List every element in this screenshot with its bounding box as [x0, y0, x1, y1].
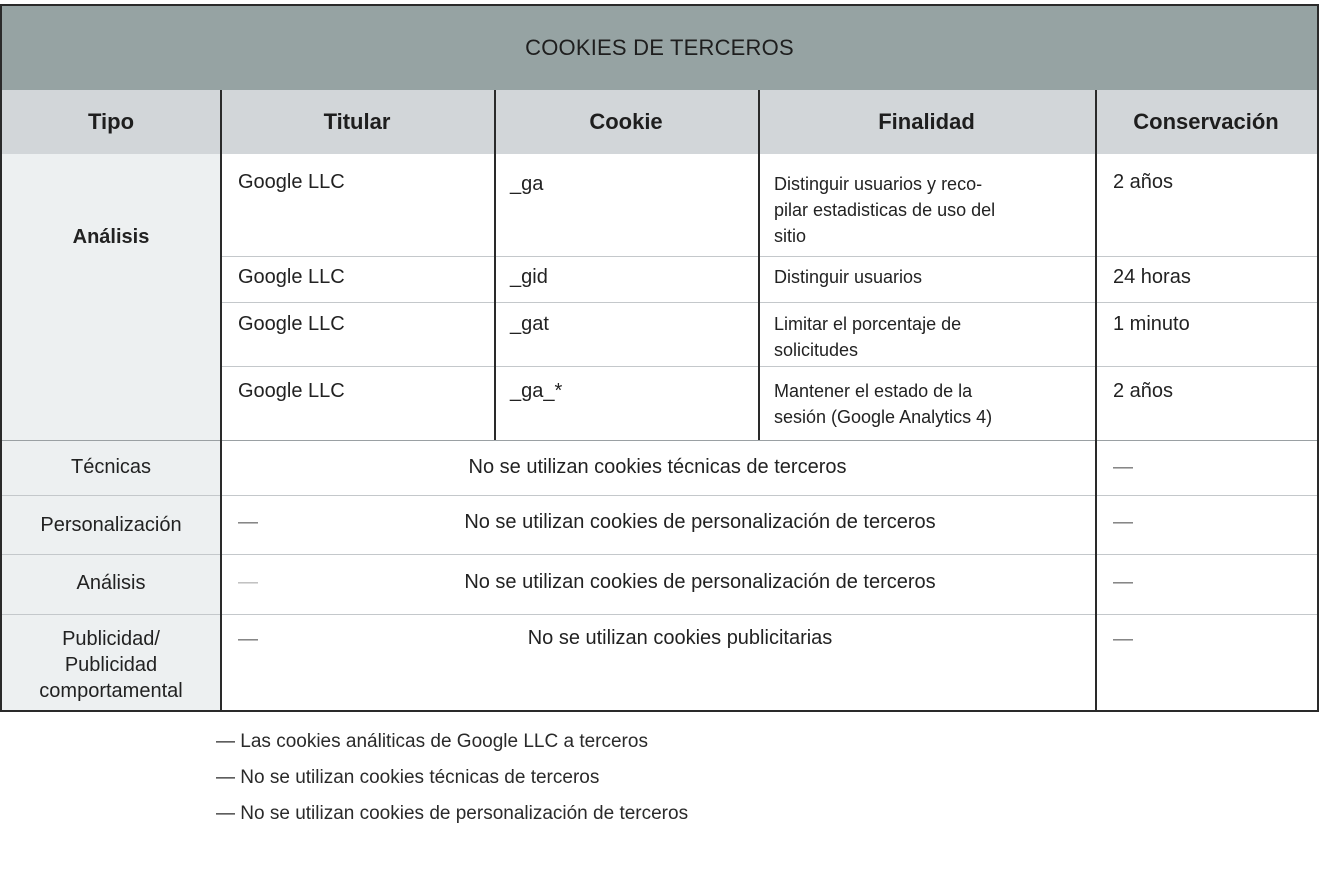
column-divider [1095, 90, 1097, 710]
header-tipo: Tipo [2, 90, 220, 154]
tecnicas-description: No se utilizan cookies técnicas de terceros [468, 456, 847, 478]
tecnicas-conservacion: — [1113, 456, 1133, 478]
third-party-cookies-table [0, 4, 1319, 712]
header-cookie: Cookie [494, 90, 758, 154]
cell-titular: Google LLC [238, 380, 345, 402]
finalidad-line: sitio [774, 226, 807, 246]
personalizacion-lead-dash: — [238, 511, 258, 533]
publicidad-description: No se utilizan cookies publicitarias [527, 627, 833, 649]
cell-titular: Google LLC [238, 171, 345, 193]
tipo-publicidad-line: Publicidad/ [62, 628, 160, 650]
cell-finalidad [774, 171, 1084, 249]
tipo-analisis-label: Análisis [72, 226, 150, 248]
cell-finalidad [774, 311, 1084, 363]
header-conservacion: Conservación [1095, 90, 1317, 154]
footnote-item: — No se utilizan cookies de personalización de terceros [216, 803, 689, 824]
cell-titular: Google LLC [238, 266, 345, 288]
analisis-other-conservacion: — [1113, 571, 1133, 593]
row-divider [220, 256, 1317, 257]
footnote-item: — Las cookies análiticas de Google LLC a terceros [216, 731, 648, 752]
row-divider [2, 614, 1317, 615]
cell-cookie: _gid [510, 266, 548, 288]
column-divider [494, 90, 496, 440]
finalidad-line: sesión (Google Analytics 4) [774, 407, 993, 427]
row-divider [220, 302, 1317, 303]
finalidad-line: Distinguir usuarios y reco- [774, 174, 983, 194]
publicidad-conservacion: — [1113, 628, 1133, 650]
cell-finalidad: Distinguir usuarios [774, 267, 923, 287]
personalizacion-conservacion: — [1113, 511, 1133, 533]
finalidad-line: Limitar el porcentaje de [774, 314, 962, 334]
tipo-publicidad-line: comportamental [39, 680, 183, 702]
header-finalidad: Finalidad [758, 90, 1095, 154]
row-divider [2, 554, 1317, 555]
table-title: COOKIES DE TERCEROS [2, 6, 1317, 91]
finalidad-line: Mantener el estado de la [774, 381, 973, 401]
cell-conservacion: 2 años [1113, 380, 1174, 402]
tipo-personalizacion-label: Personalización [40, 514, 182, 536]
cell-cookie: _gat [510, 313, 549, 335]
cell-finalidad [774, 378, 1084, 430]
analisis-other-description: No se utilizan cookies de personalización de terceros [464, 571, 936, 593]
cell-conservacion: 2 años [1113, 171, 1174, 193]
header-titular: Titular [220, 90, 494, 154]
row-divider [220, 366, 1317, 367]
tipo-tecnicas-label: Técnicas [70, 456, 152, 478]
cell-conservacion: 24 horas [1113, 266, 1191, 288]
cell-cookie: _ga_* [510, 380, 563, 402]
row-divider [2, 495, 1317, 496]
finalidad-line: pilar estadisticas de uso del [774, 200, 996, 220]
analisis-lead-dash: — [238, 571, 258, 593]
column-divider [758, 90, 760, 440]
row-divider [2, 440, 1317, 441]
cell-cookie: _ga [510, 173, 544, 195]
publicidad-lead-dash: — [238, 628, 258, 650]
finalidad-line: solicitudes [774, 340, 859, 360]
cell-titular: Google LLC [238, 313, 345, 335]
tipo-analisis-other-label: Análisis [76, 572, 146, 594]
footnote-item: — No se utilizan cookies técnicas de terceros [216, 767, 600, 788]
tipo-publicidad-label [2, 626, 220, 704]
column-divider [220, 90, 222, 710]
cell-conservacion: 1 minuto [1113, 313, 1190, 335]
personalizacion-description: No se utilizan cookies de personalización de terceros [464, 511, 936, 533]
tipo-publicidad-line: Publicidad [64, 654, 158, 676]
